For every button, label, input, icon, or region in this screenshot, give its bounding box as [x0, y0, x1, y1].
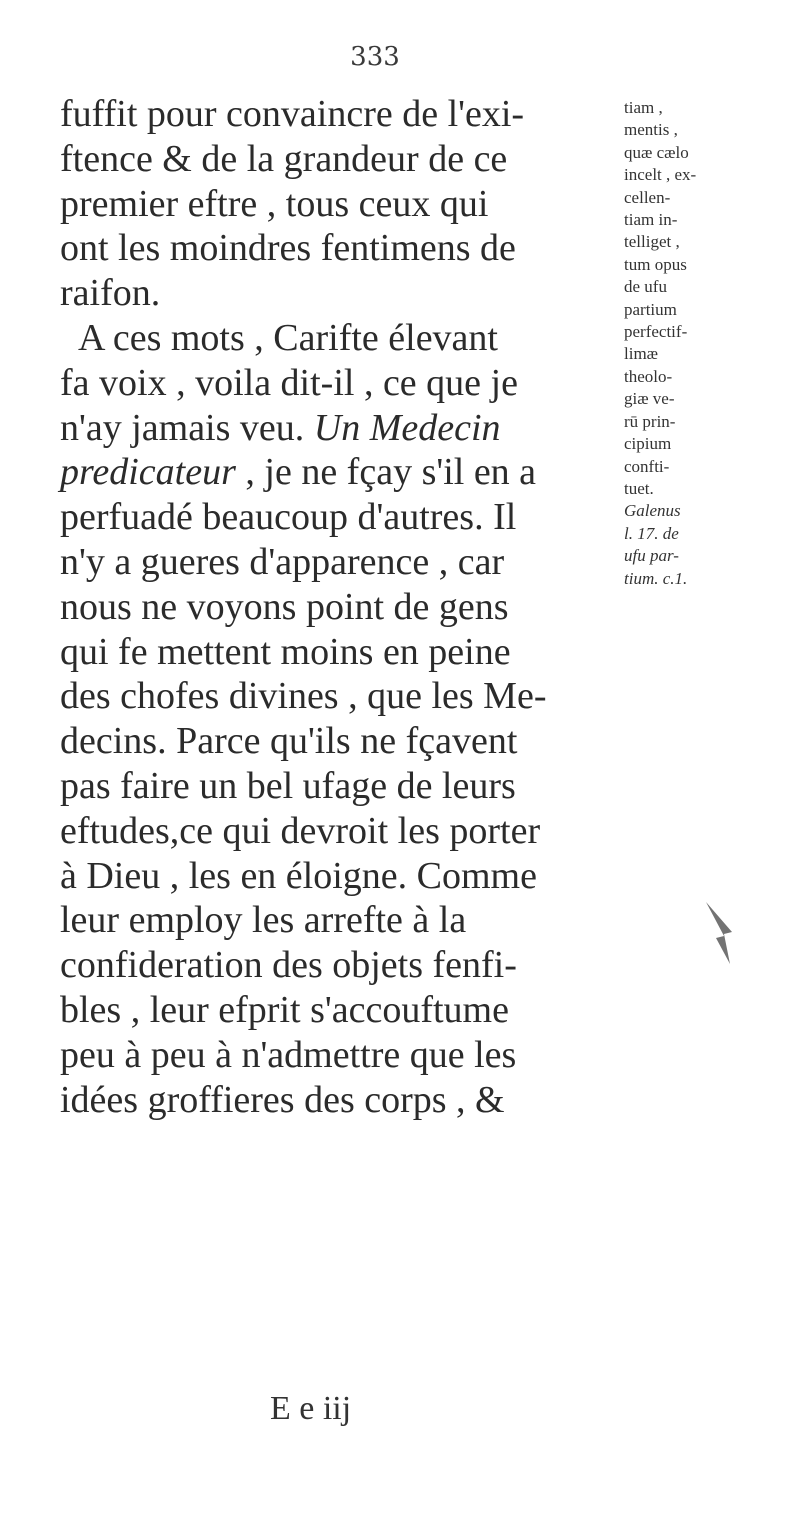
margin-note-line: de ufu [624, 277, 667, 297]
text-line: des chofes divines , que les Me- [60, 675, 547, 718]
text-line: decins. Parce qu'ils ne fçavent [60, 720, 518, 763]
margin-note-line: Galenus [624, 501, 681, 521]
margin-note-line: mentis , [624, 120, 678, 140]
margin-note-line: tium. c.1. [624, 568, 688, 588]
text-line: n'y a gueres d'apparence , car [60, 540, 505, 583]
margin-note-line: incelt , ex- [624, 165, 697, 185]
text-line [60, 450, 612, 495]
text-line: qui fe mettent moins en peine [60, 630, 511, 673]
main-text-block [60, 92, 612, 1122]
margin-note-line: telliget , [624, 232, 680, 252]
margin-note-line: ufu par- [624, 546, 679, 566]
text-line: peu à peu à n'admettre que les [60, 1033, 517, 1076]
italic-heading: predicateur [60, 451, 236, 494]
text-line [60, 92, 612, 137]
pointing-hand-icon [700, 898, 740, 968]
text-line-content: n'ay jamais veu. [60, 406, 305, 449]
signature-mark: E e iij [270, 1390, 352, 1427]
text-line: leur employ les arrefte à la [60, 899, 467, 942]
page-number: 333 [350, 42, 400, 72]
margin-note-line: tiam , [624, 98, 663, 117]
margin-note-line: perfectif- [624, 322, 688, 342]
margin-note-line: tuet. [624, 478, 654, 498]
text-line: idées groffieres des corps , & [60, 1078, 505, 1121]
margin-note-line: limæ [624, 344, 659, 364]
text-line: eftudes,ce qui devroit les porter [60, 809, 541, 852]
text-line: A ces mots , Carifte élevant [78, 316, 498, 359]
margin-note-line: cipium [624, 434, 672, 454]
italic-heading: Un Medecin [313, 406, 501, 449]
margin-note-line: confti- [624, 456, 670, 476]
margin-note-line: tiam in- [624, 210, 678, 230]
text-line: raifon. [60, 272, 161, 315]
margin-note-line: partium [624, 299, 677, 319]
text-line: pas faire un bel ufage de leurs [60, 764, 516, 807]
margin-note-line: cellen- [624, 187, 671, 207]
margin-note-line: giæ ve- [624, 389, 675, 409]
text-line: confideration des objets fenfi- [60, 944, 517, 987]
margin-note-line: theolo- [624, 366, 673, 386]
text-line: ont les moindres fentimens de [60, 227, 516, 270]
margin-note-line: tum opus [624, 254, 687, 274]
text-line-content: fuffit pour convaincre de l'exi- [60, 93, 525, 135]
margin-note-line: quæ cælo [624, 142, 689, 162]
margin-note-line: rū prin- [624, 411, 676, 431]
text-line-content: , je ne fçay s'il en a [245, 451, 537, 494]
text-line: bles , leur efprit s'accouftume [60, 988, 509, 1031]
text-line: premier eftre , tous ceux qui [60, 182, 489, 225]
margin-note [624, 97, 720, 590]
margin-note-line: l. 17. de [624, 523, 679, 543]
text-line: fa voix , voila dit-il , ce que je [60, 361, 518, 404]
text-line: nous ne voyons point de gens [60, 585, 509, 628]
text-line: perfuadé beaucoup d'autres. Il [60, 496, 517, 539]
text-line: à Dieu , les en éloigne. Comme [60, 854, 537, 897]
text-line: ftence & de la grandeur de ce [60, 137, 508, 180]
text-line [60, 406, 612, 451]
